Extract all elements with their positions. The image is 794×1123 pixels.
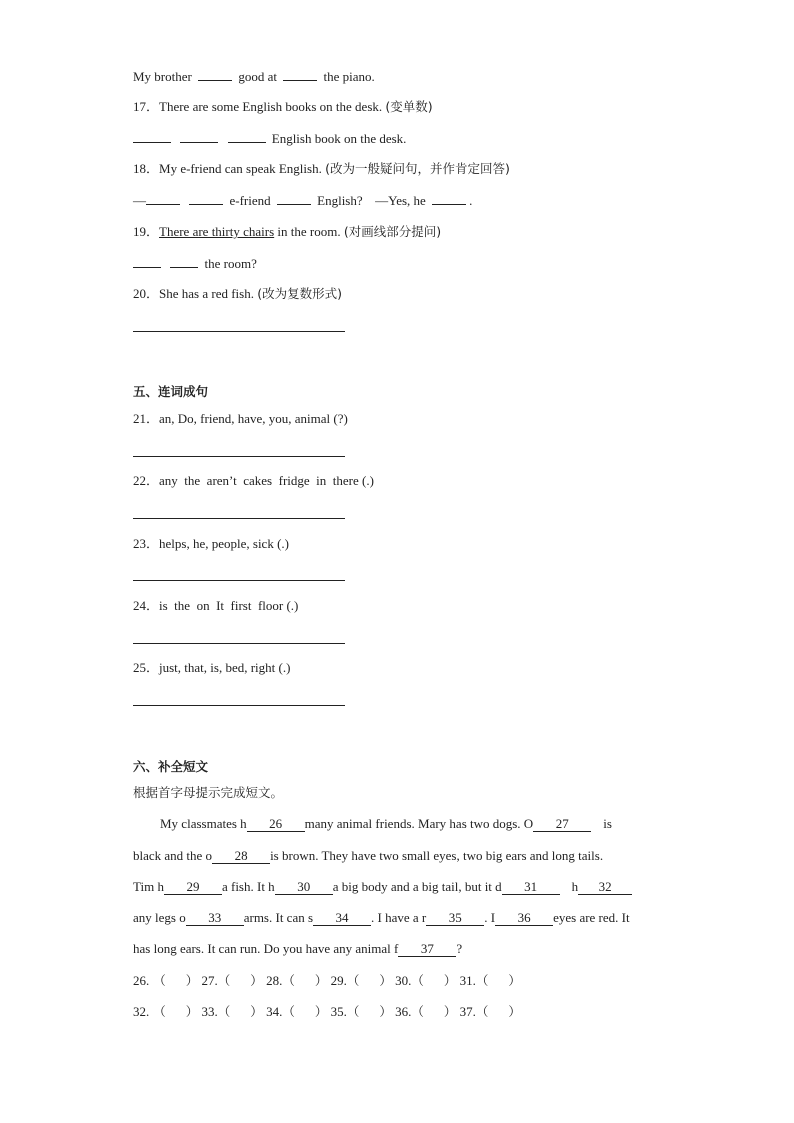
answer-bracket-open: （ (217, 973, 231, 988)
answer-blank[interactable] (198, 67, 232, 81)
question-hint: (变单数) (385, 99, 433, 114)
passage-line-5 (133, 940, 462, 958)
q17-answer-line (133, 129, 406, 147)
answer-bracket-close: ） (185, 1004, 199, 1019)
answer-bracket-close: ） (250, 1004, 263, 1019)
answer-bracket-open: （ (346, 1004, 360, 1019)
text: My classmates h (160, 816, 247, 831)
question-number: 19． (133, 224, 160, 239)
blank-37[interactable]: 37 (398, 941, 456, 957)
question-text: My e-friend can speak English. (159, 161, 322, 176)
answer-bracket-open: （ (475, 973, 489, 988)
question-25 (133, 659, 290, 677)
text: My brother (133, 69, 192, 84)
answer-blank[interactable] (189, 191, 223, 205)
answer-label: 29. (330, 973, 347, 988)
answer-label: 34. (266, 1004, 283, 1019)
question-22 (133, 472, 374, 490)
answer-bracket-close: ） (443, 973, 457, 988)
answer-blank[interactable] (180, 129, 218, 143)
answer-bracket-close: ） (443, 1004, 457, 1019)
text: arms. It can s (243, 910, 314, 925)
text: is brown. They have two small eyes, two big ears and long tails. (270, 848, 604, 863)
answer-line-22[interactable] (133, 518, 345, 519)
passage-line-1 (160, 815, 612, 833)
blank-27[interactable]: 27 (533, 816, 591, 832)
question-text: an, Do, friend, have, you, animal (?) (159, 411, 348, 426)
answer-bracket-close: ） (379, 973, 392, 988)
answer-bracket-close: ） (185, 973, 199, 988)
question-text: any the aren’t cakes fridge in there (.) (159, 473, 374, 488)
answer-label: 30. (395, 973, 412, 988)
answer-bracket-close: ） (379, 1004, 392, 1019)
answer-blank[interactable] (133, 129, 171, 143)
answer-line-21[interactable] (133, 456, 345, 457)
answer-bracket-open: （ (411, 1004, 424, 1019)
question-24 (133, 597, 298, 615)
answer-line-25[interactable] (133, 705, 345, 706)
answer-bracket-close: ） (250, 973, 263, 988)
answer-bracket-open: （ (411, 973, 424, 988)
answer-label: 28. (266, 973, 283, 988)
answer-blank[interactable] (432, 191, 466, 205)
answer-bracket-open: （ (153, 1004, 166, 1019)
text: . I have a r (371, 910, 427, 925)
text: h (571, 879, 579, 894)
text: the room? (204, 256, 257, 271)
blank-28[interactable]: 28 (212, 848, 270, 864)
text: ? (456, 941, 463, 956)
text: has long ears. It can run. Do you have any animal f (133, 941, 399, 956)
answer-bracket-close: ） (314, 1004, 328, 1019)
blank-34[interactable]: 34 (313, 910, 371, 926)
question-text: There are some English books on the desk. (159, 99, 383, 114)
answer-line-20[interactable] (133, 331, 345, 332)
answer-bracket-close: ） (314, 973, 328, 988)
answer-line-23[interactable] (133, 580, 345, 581)
text: eyes are red. It (553, 910, 630, 925)
underlined-phrase: There are thirty chairs (159, 224, 275, 239)
answer-blank[interactable] (228, 129, 266, 143)
text: a big body and a big tail, but it d (332, 879, 502, 894)
question-hint: (改为复数形式) (257, 286, 342, 301)
question-number: 21． (133, 411, 160, 426)
answer-bracket-close: ） (508, 1004, 521, 1019)
question-text: just, that, is, bed, right (.) (159, 660, 291, 675)
answer-label: 36. (395, 1004, 412, 1019)
answer-blank[interactable] (277, 191, 311, 205)
text: Tim h (133, 879, 164, 894)
question-18 (133, 160, 510, 178)
answer-blank[interactable] (283, 67, 317, 81)
blank-30[interactable]: 30 (275, 879, 333, 895)
blank-31[interactable]: 31 (502, 879, 560, 895)
question-19 (133, 223, 441, 241)
question-text: is the on It first floor (.) (159, 598, 299, 613)
section-heading: 六、补全短文 (133, 759, 209, 774)
question-text: helps, he, people, sick (.) (159, 536, 289, 551)
text: English book on the desk. (271, 131, 407, 146)
text: . (469, 193, 473, 208)
answer-bracket-open: （ (153, 973, 166, 988)
answer-bracket-open: （ (282, 973, 295, 988)
question-hint: (对画线部分提问) (343, 224, 442, 239)
question-number: 20． (133, 286, 160, 301)
answer-blank[interactable] (170, 254, 198, 268)
text: any legs o (133, 910, 186, 925)
text: . I (484, 910, 496, 925)
question-20 (133, 285, 342, 303)
blank-33[interactable]: 33 (186, 910, 244, 926)
answer-label: 37. (459, 1004, 476, 1019)
text: a fish. It h (221, 879, 275, 894)
answer-label: 26. (133, 973, 150, 988)
answer-line-24[interactable] (133, 643, 345, 644)
blank-29[interactable]: 29 (164, 879, 222, 895)
q16-answer-line (133, 67, 375, 85)
text: good at (238, 69, 277, 84)
answer-row-2 (133, 1003, 521, 1021)
answer-label: 35. (330, 1004, 347, 1019)
passage-line-3 (133, 878, 632, 896)
answer-blank[interactable] (146, 191, 180, 205)
dash: — (133, 193, 146, 208)
text: the piano. (323, 69, 375, 84)
blank-35[interactable]: 35 (426, 910, 484, 926)
question-number: 25． (133, 660, 160, 675)
question-number: 18． (133, 161, 160, 176)
question-23 (133, 535, 289, 553)
question-number: 24． (133, 598, 160, 613)
question-hint: (改为一般疑问句，并作肯定回答) (325, 161, 510, 176)
answer-bracket-open: （ (346, 973, 360, 988)
question-17 (133, 98, 433, 116)
question-number: 17． (133, 99, 160, 114)
question-text: She has a red fish. (159, 286, 254, 301)
answer-bracket-open: （ (282, 1004, 295, 1019)
text: many animal friends. Mary has two dogs. O (304, 816, 534, 831)
question-text: in the room. (274, 224, 341, 239)
answer-bracket-open: （ (475, 1004, 489, 1019)
question-number: 22． (133, 473, 160, 488)
answer-bracket-open: （ (217, 1004, 231, 1019)
section-heading: 五、连词成句 (133, 384, 209, 399)
answer-label: 32. (133, 1004, 150, 1019)
instruction: 根据首字母提示完成短文。 (133, 785, 284, 800)
blank-26[interactable]: 26 (247, 816, 305, 832)
q19-answer-line (133, 254, 257, 272)
answer-label: 31. (459, 973, 476, 988)
passage-line-4 (133, 909, 630, 927)
text: is (603, 816, 612, 831)
question-21 (133, 410, 348, 428)
answer-row-1 (133, 972, 521, 990)
text: English? (317, 193, 363, 208)
text: black and the o (133, 848, 213, 863)
answer-bracket-close: ） (508, 973, 521, 988)
answer-blank[interactable] (133, 254, 161, 268)
blank-32[interactable]: 32 (578, 879, 632, 895)
text: —Yes, he (375, 193, 426, 208)
passage-line-2 (133, 847, 603, 865)
text: e-friend (229, 193, 271, 208)
question-number: 23． (133, 536, 160, 551)
answer-label: 27. (201, 973, 218, 988)
answer-label: 33. (201, 1004, 218, 1019)
q18-answer-line (133, 191, 472, 209)
blank-36[interactable]: 36 (495, 910, 553, 926)
